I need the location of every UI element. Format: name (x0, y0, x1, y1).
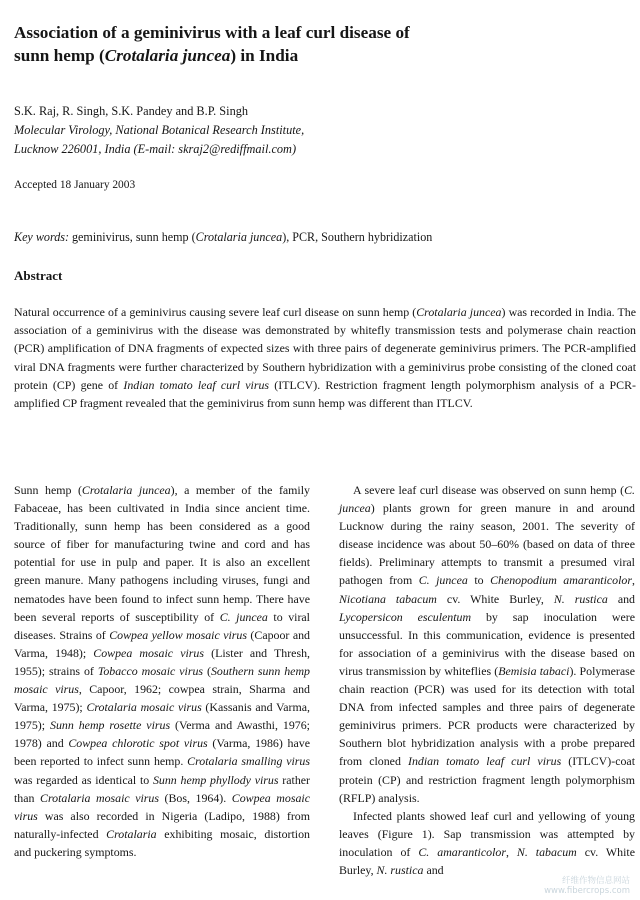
italic-term: C. amaranticolor (418, 844, 506, 859)
italic-term: C. juncea (339, 483, 635, 516)
keywords-text: geminivirus, sunn hemp ( (68, 230, 196, 244)
body-column-left (14, 481, 310, 861)
italic-term: Lycopersicon esculentum (339, 609, 472, 624)
title-line-1: Association of a geminivirus with a leaf curl disease of (14, 23, 410, 42)
text-run: rather than (14, 772, 310, 805)
text-run: ), a member of the family Fabaceae, has been cultivated in India since ancient time. Traditionally, sunn hemp has been considered as a good source of fiber for manufacturing twine and cord and has potential for use in pulp and paper. It is also an excellent green manure. Many pathogens including viruses, fungi and nematodes have been found to infect sunn hemp. There have been several reports of susceptibility of (14, 483, 310, 624)
italic-term: C. juncea (418, 573, 468, 588)
text-run: (ITLCV)-coat protein (CP) and restriction fragment length polymorphism (RFLP) analysis. (339, 754, 635, 805)
abstract-virus-name: Indian tomato leaf curl virus (123, 377, 270, 392)
text-run: , Capoor, 1962; cowpea strain, Sharma and Varma, 1975); (14, 682, 310, 715)
accepted-date: Accepted 18 January 2003 (14, 179, 136, 191)
text-run: ( (203, 663, 211, 678)
text-run: to (467, 573, 491, 588)
text-run: ) plants grown for green manure in and around Lucknow during the rainy season, 2001. The severity of disease incidence was about 50–60% (based on data of three fields). Preliminary attempts to transmit a presumed viral pathogen from (339, 501, 635, 588)
text-run: (Kassanis and Varma, 1975); (14, 700, 310, 733)
title-line-2-start: sunn hemp ( (14, 46, 105, 65)
text-run: (Capoor and Varma, 1948); (14, 627, 310, 660)
italic-term: Cowpea mosaic virus (93, 645, 204, 660)
intro-paragraph-1 (14, 481, 310, 861)
italic-term: Sunn hemp phyllody virus (152, 772, 279, 787)
abstract-body (14, 303, 636, 412)
text-run: was regarded as identical to (14, 772, 153, 787)
author-list: S.K. Raj, R. Singh, S.K. Pandey and B.P. Singh (14, 104, 249, 118)
text-run: was also recorded in Nigeria (Ladipo, 1988) from naturally-infected (14, 808, 310, 841)
text-run: Sunn hemp ( (14, 483, 82, 497)
text-run: , (505, 844, 517, 859)
title-species: Crotalaria juncea (104, 46, 231, 65)
abstract-text-2: ) was recorded in India. The association of a geminivirus with the disease was demonstrated by whitefly transmission tests and polymerase chain reaction (PCR) amplification of DNA fragments of expected sizes with three pairs of degenerate geminivirus primers. The PCR-amplified viral DNA fragments were further characterized by Southern hybridization with a geminivirus probe consisting of the cloned coat protein (CP) gene of (14, 305, 637, 392)
italic-term: Cowpea mosaic virus (14, 790, 310, 823)
italic-term: Crotalaria (106, 826, 157, 841)
italic-term: Crotalaria mosaic virus (86, 700, 202, 715)
watermark-line-1: 纤维作物信息网站 (561, 876, 630, 886)
italic-term: Cowpea yellow mosaic virus (109, 627, 247, 642)
abstract-text-3: (ITLCV). Restriction fragment length polymorphism analysis of a PCR-amplified CP fragment revealed that the geminivirus from sunn hemp was different than ITLCV. (14, 377, 636, 411)
keywords-species: Crotalaria juncea (195, 230, 283, 244)
keywords (14, 230, 432, 245)
site-watermark (544, 876, 630, 896)
text-run: exhibiting mosaic, distortion and puckering symptoms. (14, 826, 310, 859)
keywords-text-end: ), PCR, Southern hybridization (282, 230, 433, 244)
text-run: and (423, 862, 444, 877)
text-run: cv. White Burley, (339, 844, 635, 877)
affiliation (14, 121, 614, 159)
italic-term: Chenopodium amaranticolor (490, 573, 632, 588)
affiliation-line-1: Molecular Virology, National Botanical Research Institute, (14, 123, 305, 137)
results-paragraph-1 (339, 807, 635, 879)
text-run: to viral diseases. Strains of (14, 609, 310, 642)
text-run: cv. White Burley, (436, 591, 554, 606)
text-run: (Bos, 1964). (159, 790, 232, 805)
italic-term: Crotalaria smalling virus (187, 754, 310, 769)
title-line-2-end: ) in India (230, 46, 299, 65)
body-column-right (339, 481, 635, 879)
italic-term: Nicotiana tabacum (339, 591, 437, 606)
text-run: (Varma, 1986) have been reported to infect sunn hemp. (14, 736, 310, 769)
italic-term: Indian tomato leaf curl virus (408, 754, 562, 769)
text-run: , (632, 573, 635, 588)
text-run: A severe leaf curl disease was observed on sunn hemp ( (353, 483, 625, 497)
italic-term: Crotalaria juncea (81, 483, 171, 497)
italic-term: N. rustica (553, 591, 608, 606)
italic-term: C. juncea (219, 609, 268, 624)
italic-term: Tobacco mosaic virus (97, 663, 204, 678)
text-run: (Verma and Awasthi, 1976; 1978) and (14, 718, 310, 751)
italic-term: Bemisia tabaci (498, 663, 570, 678)
italic-term: Sunn hemp rosette virus (50, 718, 171, 733)
keywords-label: Key words: (14, 230, 69, 244)
abstract-text-1: Natural occurrence of a geminivirus causing severe leaf curl disease on sunn hemp ( (14, 305, 417, 319)
text-run: and (607, 591, 635, 606)
text-run: by sap inoculation were unsuccessful. In this communication, evidence is presented for association of a geminivirus with the disease based on virus transmission by whiteflies ( (339, 609, 635, 678)
abstract-heading: Abstract (14, 268, 63, 283)
italic-term: Cowpea chlorotic spot virus (68, 736, 208, 751)
italic-term: Crotalaria mosaic virus (40, 790, 159, 805)
text-run: Infected plants showed leaf curl and yellowing of young leaves (Figure 1). Sap transmission was attempted by inoculation of (339, 808, 635, 859)
paper-title (14, 21, 614, 67)
italic-term: N. rustica (376, 862, 424, 877)
italic-term: N. tabacum (516, 844, 577, 859)
intro-paragraph-2 (339, 481, 635, 807)
affiliation-line-2: Lucknow 226001, India (E-mail: skraj2@rediffmail.com) (14, 142, 297, 156)
text-run: (Lister and Thresh, 1955); strains of (14, 645, 310, 678)
text-run: ). Polymerase chain reaction (PCR) was used for its detection with total DNA from infected samples and three pairs of degenerate geminivirus primers. PCR products were characterized by Southern blot hybridization analysis with a probe prepared from cloned (339, 663, 635, 769)
italic-term: Southern sunn hemp mosaic virus (14, 663, 310, 697)
abstract-species: Crotalaria juncea (416, 305, 502, 319)
watermark-line-2: www.fibercrops.com (544, 886, 630, 896)
